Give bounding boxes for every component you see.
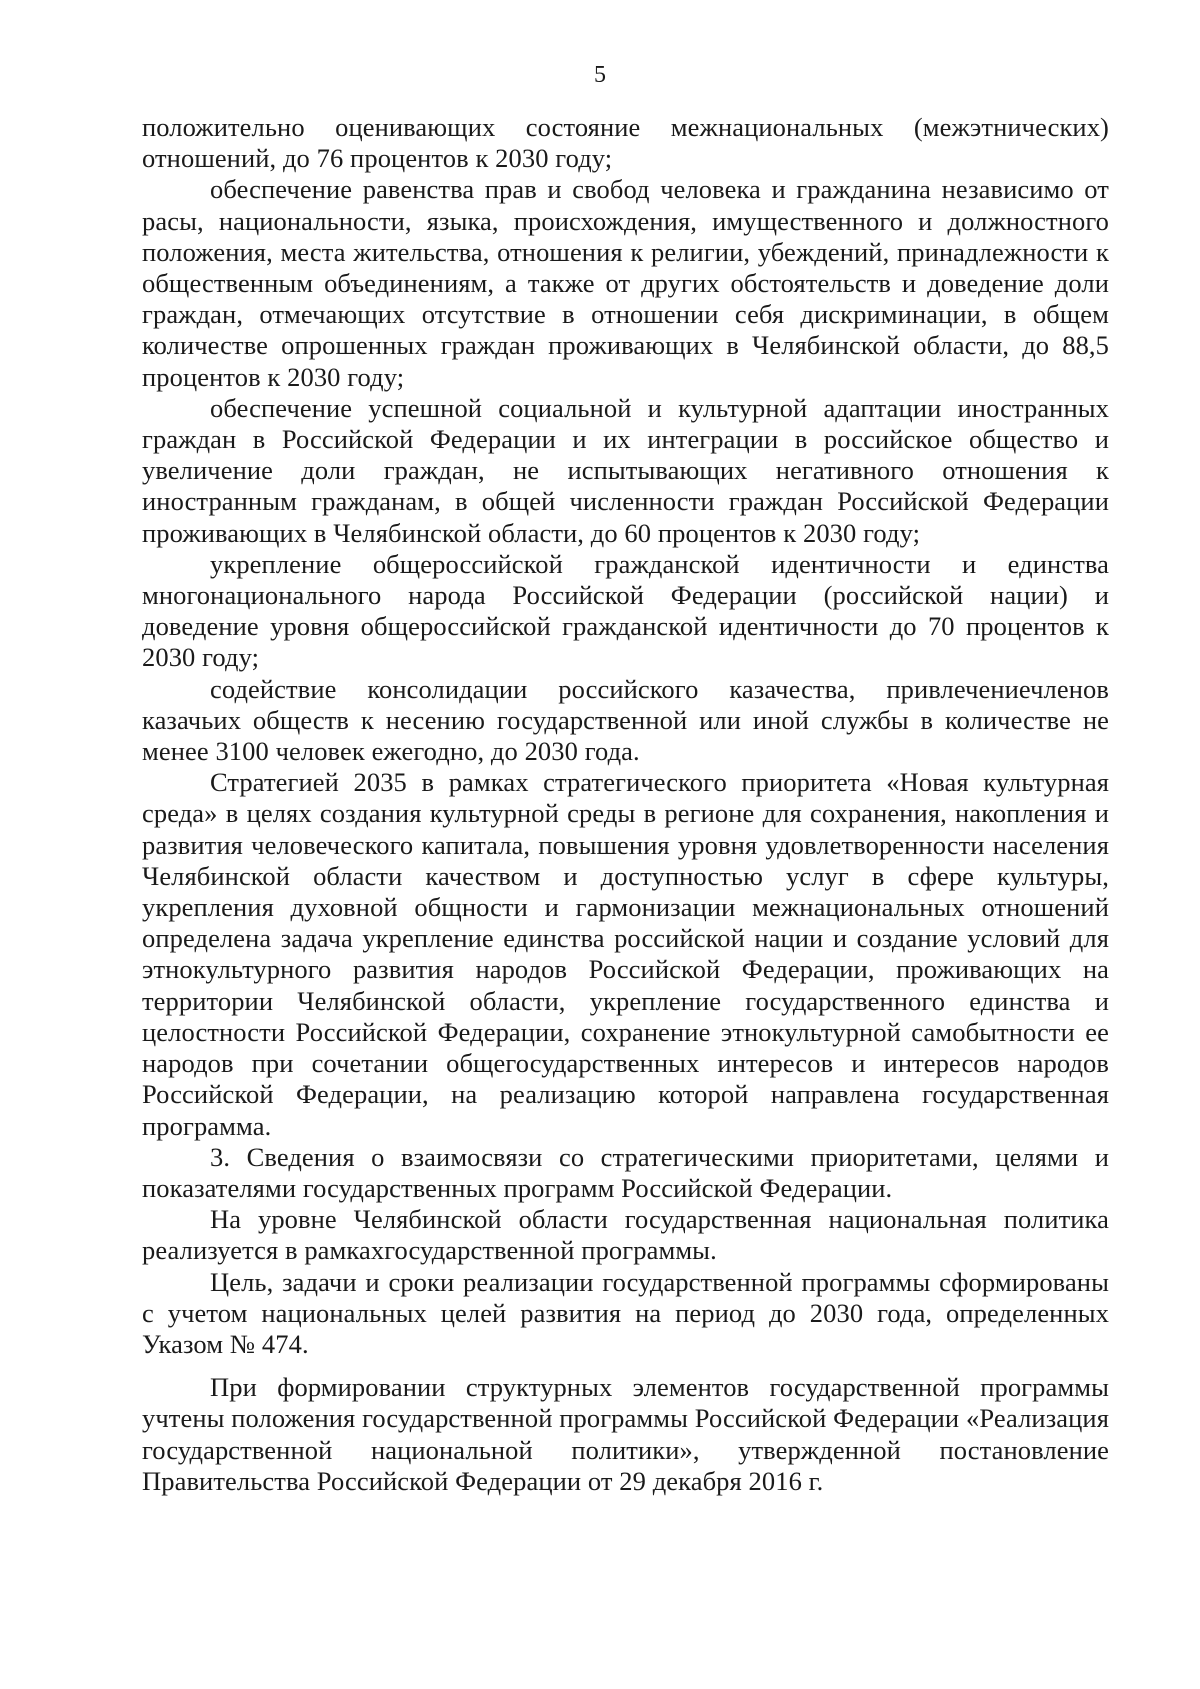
paragraph-strategy-2035: Стратегией 2035 в рамках стратегического приоритета «Новая культурная среда» в целях создания культурной среды в регионе для сохранения, накопления и развития человеческого капитала, повышения уровня удовлетворенности населения Челябинской области качеством и доступностью услуг в сфере культуры, укрепления духовной общности и гармонизации межнациональных отношений определена задача укрепление единства российской нации и создание условий для этнокультурного развития народов Российской Федерации, проживающих на территории Челябинской области, укрепление государственного единства и целостности Российской Федерации, сохранение этнокультурной самобытности ее народов при сочетании общегосударственных интересов и интересов народов Российской Федерации, на реализацию которой направлена государственная программа. xyxy=(142,767,1109,1141)
paragraph-ratings-continuation: положительно оценивающих состояние межнациональных (межэтнических) отношений, до 76 процентов к 2030 году; xyxy=(142,112,1109,174)
paragraph-goals-and-deadlines: Цель, задачи и сроки реализации государственной программы сформированы с учетом национальных целей развития на период до 2030 года, определенных Указом № 474. xyxy=(142,1266,1109,1359)
document-body xyxy=(142,112,1109,1497)
paragraph-section-3-heading: 3. Сведения о взаимосвязи со стратегическими приоритетами, целями и показателями государственных программ Российской Федерации. xyxy=(142,1141,1109,1203)
paragraph-structural-elements: При формировании структурных элементов государственной программы учтены положения государственной программы Российской Федерации «Реализация государственной национальной политики», утвержденной постановление Правительства Российской Федерации от 29 декабря 2016 г. xyxy=(142,1372,1109,1496)
paragraph-equality-of-rights: обеспечение равенства прав и свобод человека и гражданина независимо от расы, национальности, языка, происхождения, имущественного и должностного положения, места жительства, отношения к религии, убеждений, принадлежности к общественным объединениям, а также от других обстоятельств и доведение доли граждан, отмечающих отсутствие в отношении себя дискриминации, в общем количестве опрошенных граждан проживающих в Челябинской области, до 88,5 процентов к 2030 году; xyxy=(142,174,1109,392)
paragraph-regional-policy: На уровне Челябинской области государственная национальная политика реализуется в рамкахгосударственной программы. xyxy=(142,1204,1109,1266)
paragraph-cossacks: содействие консолидации российского казачества, привлечениечленов казачьих обществ к несению государственной или иной службы в количестве не менее 3100 человек ежегодно, до 2030 года. xyxy=(142,673,1109,767)
paragraph-foreign-citizens-adaptation: обеспечение успешной социальной и культурной адаптации иностранных граждан в Российской Федерации и их интеграции в российское общество и увеличение доли граждан, не испытывающих негативного отношения к иностранным гражданам, в общей численности граждан Российской Федерации проживающих в Челябинской области, до 60 процентов к 2030 году; xyxy=(142,392,1109,548)
page-number: 5 xyxy=(594,62,606,88)
paragraph-civic-identity: укрепление общероссийской гражданской идентичности и единства многонационального народа Российской Федерации (российской нации) и доведение уровня общероссийской гражданской идентичности до 70 процентов к 2030 году; xyxy=(142,548,1109,673)
